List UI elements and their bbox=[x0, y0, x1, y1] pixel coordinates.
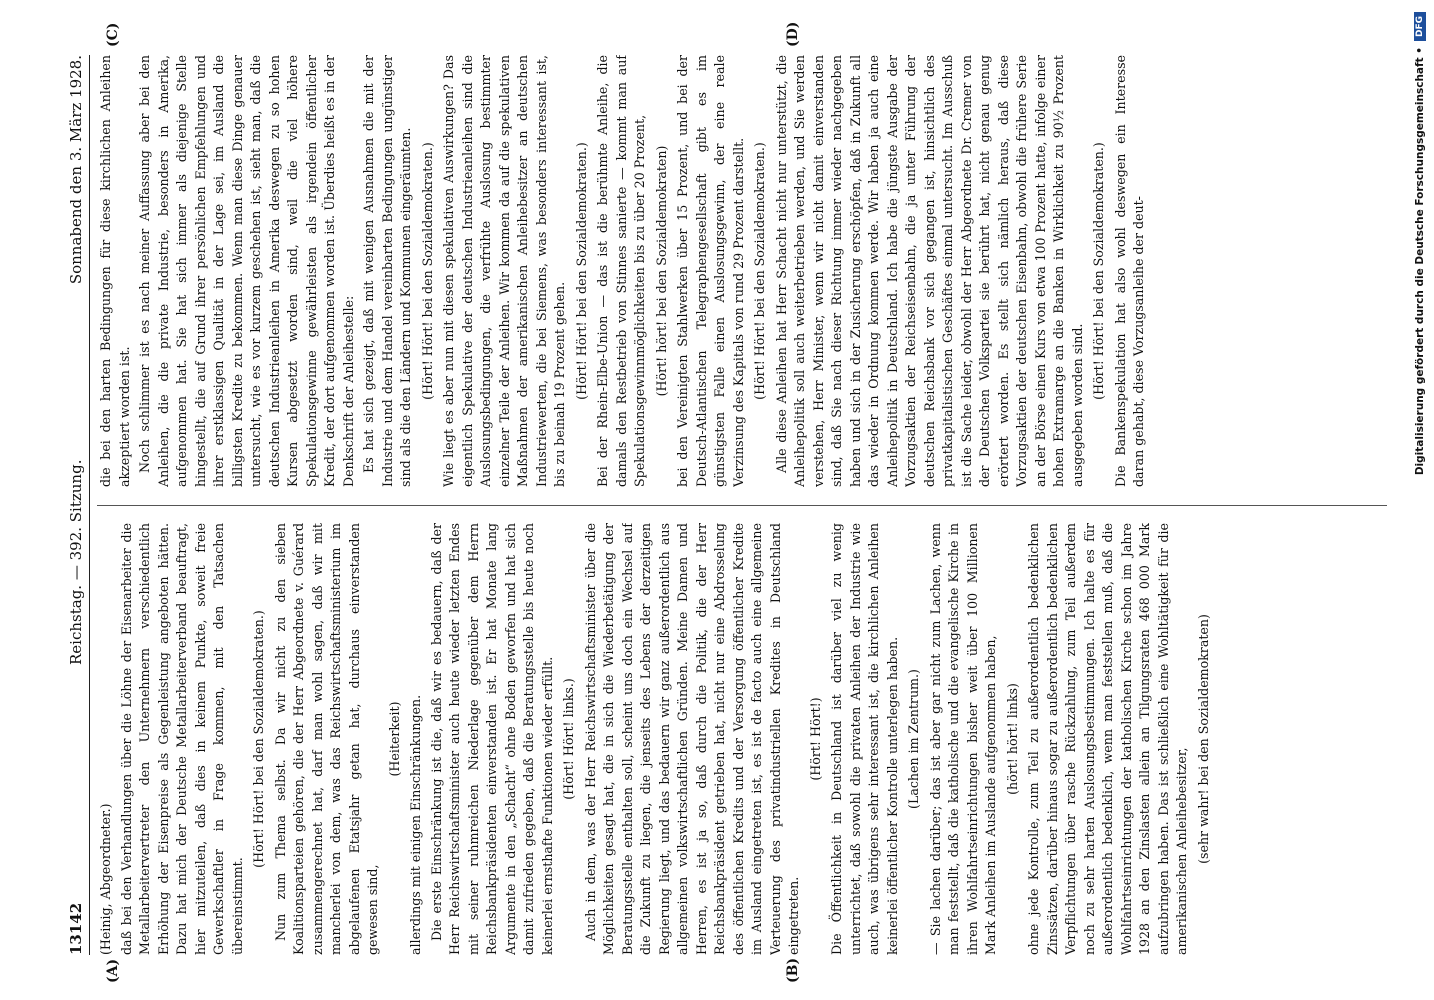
paragraph: (Heinig, Abgeordneter.) bbox=[98, 803, 113, 955]
left-column bbox=[97, 523, 1387, 955]
scanner-sidebar bbox=[1408, 12, 1432, 988]
paragraph: Bei der Rhein-Elbe-Union — das ist die berühmte Anleihe, die damals den Restbetrieb von Stinnes sanierte — kommt man auf Spekulationsgewinnmöglichkeiten bis zu über 20 Prozent, bbox=[595, 55, 647, 487]
margin-marker-c: (C) bbox=[105, 22, 121, 47]
paragraph: Die Bankenspekulation hat also wohl deswegen ein Interesse daran gehabt, diese Vorzugsanleihe der deut- bbox=[1112, 55, 1146, 487]
paragraph: (Hört! hört! bei den Sozialdemokraten) bbox=[653, 145, 669, 397]
paragraph: bei den Vereinigten Stahlwerken über 15 Prozent, und bei der Deutsch-Atlantischen Telegraphengesellschaft gibt es im günstigsten Falle einen Auslosungsgewinn, der eine reale Verzinsung des Kapitals von rund 29 Prozent darstellt. bbox=[675, 55, 746, 487]
paragraph: Nun zum Thema selbst. Da wir nicht zu den sieben Koalitionsparteien gehören, die der Herr Abgeordnete v. Guérard zusammengerechnet hat, darf man wohl sagen, daß wir mit mancherlei von dem, was das Reichswirtschaftsministerium im abgelaufenen Etatsjahr getan hat, durchaus einverstanden gewesen sind, bbox=[272, 523, 380, 955]
paragraph: Noch schlimmer ist es nach meiner Auffassung aber bei den Anleihen, die die private Industrie, besonders in Amerika, aufgenommen hat. Sie hat sich immer als diejenige Stelle hingestellt, die auf Grund ihrer persönlichen Empfehlungen und ihrer erstklassigen Qualität in der Lage sei, im Ausland die billigsten Kredite zu bekommen. Wenn man diese Dinge genauer untersucht, wie es vor kurzem geschehen ist, sieht man, daß die deutschen Industrieanleihen in Amerika deswegen zu so hohen Kursen abgesetzt worden sind, weil die viel höhere Spekulationsgewinne gewährleisten als irgendein öffentlicher Kredit, der dort aufgenommen worden ist. Überdies heißt es in der Denkschrift der Anleihestelle: bbox=[137, 55, 356, 487]
margin-marker-d: (D) bbox=[785, 21, 801, 47]
margin-marker-a: (A) bbox=[105, 958, 121, 983]
paragraph: Alle diese Anleihen hat Herr Schacht nicht nur unterstützt, die Anleihepolitik soll auch weiterbetrieben werden, und Sie werden verstehen, Herr Minister, wenn wir nicht damit einverstanden sind, daß Sie nach dieser Richtung immer wieder nachgegeben haben und sich in der Zusicherung erschöpfen, daß in Zukunft all das wieder in Ordnung kommen werde. Wir haben ja auch eine Anleihepolitik in Deutschland. Ich habe die jüngste Ausgabe der Vorzugsaktien der Reichseisenbahn, die ja unter Führung der deutschen Reichsbank vor sich gegangen ist, hinsichtlich des privatkapitalistischen Geschäftes einmal untersucht. Im Ausschuß ist die Sache leider, obwohl der Herr Abgeordnete Dr. Cremer von der Deutschen Volkspartei sie berührt hat, nicht genau genug erörtert worden. Es stellt sich nämlich heraus, daß diese Vorzugsaktien der deutschen Eisenbahn, obwohl die frühere Serie an der Börse einen Kurs von etwa 100 Prozent hatte, infolge einer hohen Extramarge an die Banken in Wirklichkeit zu 90½ Prozent ausgegeben worden sind. bbox=[773, 55, 1085, 487]
paragraph: (Hört! Hört! bei den Sozialdemokraten.) bbox=[419, 142, 435, 400]
paragraph: Die Öffentlichkeit in Deutschland ist darüber viel zu wenig unterrichtet, daß sowohl die privaten Anleihen der Industrie wie auch, was übrigens sehr interessant ist, die kirchlichen Anleihen keinerlei öffentlicher Kontrolle unterlegen haben. bbox=[829, 523, 900, 955]
margin-marker-b: (B) bbox=[785, 957, 801, 983]
page-header bbox=[65, 55, 90, 955]
paragraph: Wie liegt es aber nun mit diesen spekulativen Auswirkungen? Das eigentlich Spekulative der deutschen Industrieanleihen sind die Auslosungsbedingungen, die verfrühte Auslosung bestimmter einzelner Teile der Anleihen. Wir kommen da auf die spekulativen Maßnahmen der amerikanischen Anleihebesitzer an deutschen Industriewerten, die bei Siemens, was besonders interessant ist, bis zu beinah 19 Prozent gehen. bbox=[441, 55, 567, 487]
paragraph: (hört! hört! links) bbox=[1004, 683, 1020, 795]
paragraph: (Hört! Hört! bei den Sozialdemokraten.) bbox=[251, 610, 266, 868]
paragraph: (Lachen im Zentrum.) bbox=[906, 669, 921, 809]
paragraph: daß bei den Verhandlungen über die Löhne der Eisenarbeiter die Metallarbeitervertreter den Unternehmern verschiedentlich Erhöhung der Eisenpreise als Gegenleistung angeboten hätten. Dazu hat mich der Deutsche Metallarbeiterverband beauftragt, hier mitzuteilen, daß dies in keinem Punkte, soweit freie Gewerkschaftler in Frage kommen, mit den Tatsachen übereinstimmt. bbox=[118, 523, 245, 955]
paragraph: (Hört! Hört! bei den Sozialdemokraten.) bbox=[1091, 142, 1106, 400]
dfg-logo: DFG bbox=[1414, 12, 1426, 41]
session-date: Sonnabend den 3. März 1928. bbox=[67, 55, 85, 285]
paragraph: — Sie lachen darüber; das ist aber gar nicht zum Lachen, wenn man feststellt, daß die katholische und die evangelische Kirche in ihren Wohlfahrtseinrichtungen bisher weit über 100 Millionen Mark Anleihen im Auslande aufgenommen haben, bbox=[927, 523, 998, 955]
paragraph: allerdings mit einigen Einschränkungen. bbox=[408, 694, 423, 955]
session-title: Reichstag. — 392. Sitzung. bbox=[67, 459, 85, 665]
paragraph: Es hat sich gezeigt, daß mit wenigen Ausnahmen die mit der Industrie und dem Handel vereinbarten Bedingungen ungünstiger sind als die den Ländern und Kommunen eingeräumten. bbox=[361, 55, 413, 487]
scanner-note bbox=[1408, 12, 1432, 988]
right-column bbox=[97, 55, 1387, 487]
column-divider bbox=[97, 505, 1387, 506]
paragraph: die bei den harten Bedingungen für diese kirchlichen Anleihen akzeptiert worden ist. bbox=[98, 55, 132, 487]
paragraph: (Heiterkeit) bbox=[386, 701, 402, 777]
paragraph: (Hört! Hört! links.) bbox=[561, 678, 576, 800]
paragraph: (Hört! Hört! bei den Sozialdemokraten.) bbox=[752, 142, 767, 400]
paragraph: (Hört! Hört!) bbox=[807, 697, 823, 781]
paragraph: (sehr wahr! bei den Sozialdemokraten) bbox=[1195, 614, 1211, 864]
page-number: 13142 bbox=[67, 902, 85, 955]
paragraph: (Hört! Hört! bei den Sozialdemokraten.) bbox=[573, 142, 589, 400]
paragraph: Auch in dem, was der Herr Reichswirtschaftsminister über die Möglichkeiten gesagt hat, die in sich die Wiederbetätigung der Beratungsstelle enthalten soll, scheint uns doch ein Wechsel auf die Zukunft zu liegen, die jenseits des Lebens der derzeitigen Regierung liegt, und das bedauern wir ganz außerordentlich aus allgemeinen volkswirtschaftlichen Gründen. Meine Damen und Herren, es ist ja so, daß durch die Politik, die der Herr Reichsbankpräsident getrieben hat, nicht nur eine Abdrosselung des öffentlichen Kredits und der Versorgung öffentlicher Kredite im Ausland eingetreten ist, es ist de facto auch eine allgemeine Verteuerung des privatindustriellen Kredites in Deutschland eingetreten. bbox=[582, 523, 801, 955]
page-content bbox=[65, 21, 1395, 983]
funding-note: Digitalisierung gefördert durch die Deutsche Forschungsgemeinschaft • bbox=[1414, 47, 1426, 476]
paragraph: Die erste Einschränkung ist die, daß wir es bedauern, daß der Herr Reichswirtschaftsminister auch heute wieder letzten Endes mit seiner ruhmreichen Niederlage gegenüber dem Herrn Reichsbankpräsidenten einverstanden ist. Er hat Monate lang Argumente in den „Schacht“ ohne Boden geworfen und hat sich damit zufrieden gegeben, daß die Beratungsstelle bis heute noch keinerlei ernsthafte Funktionen wieder erfüllt. bbox=[428, 523, 555, 955]
paragraph: ohne jede Kontrolle, zum Teil zu außerordentlich bedenklichen Zinssätzen, darüber hinaus sogar zu außerordentlich bedenklichen Verpflichtungen über rasche Rückzahlung, zum Teil außerdem noch zu sehr harten Auslosungsbestimmungen. Ich halte es für außerordentlich bedenklich, wenn man feststellen muß, daß die Wohlfahrtseinrichtungen der katholischen Kirche schon im Jahre 1928 an den Zinslasten allein an Tilgungsraten 468 000 Mark aufzubringen haben. Das ist schließlich eine Wohltätigkeit für die amerikanischen Anleihebesitzer, bbox=[1026, 523, 1189, 955]
